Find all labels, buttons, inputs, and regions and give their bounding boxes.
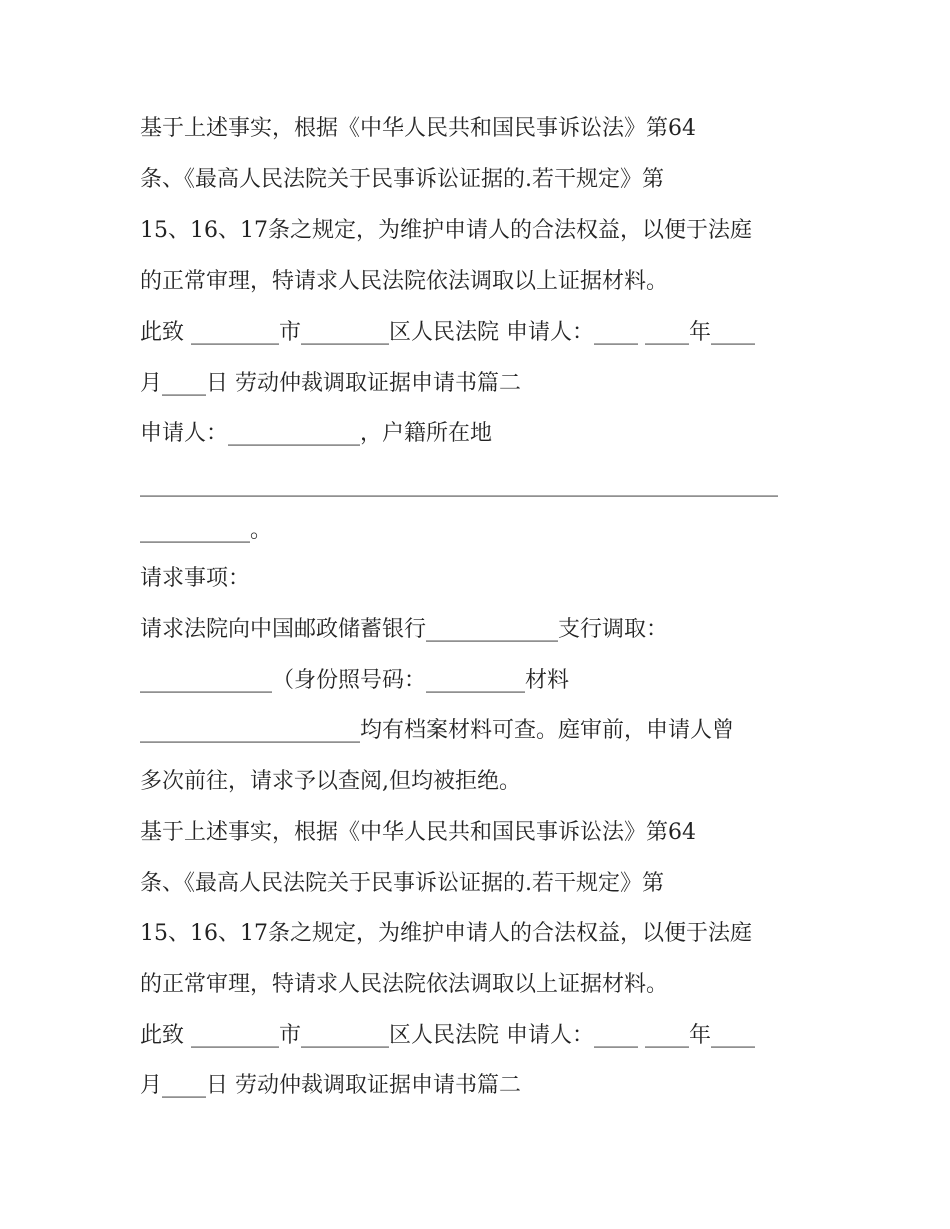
text-line: 基于上述事实，根据《中华人民共和国民事诉讼法》第64 (140, 116, 696, 141)
text-line: ____________________均有档案材料可查。庭审前，申请人曾 (140, 718, 735, 743)
text-line: 的正常审理，特请求人民法院依法调取以上证据材料。 (140, 972, 669, 997)
text-line: 此致 ________市________区人民法院 申请人：____ ____年____ (140, 320, 755, 345)
text-line: 多次前往，请求予以查阅,但均被拒绝。 (140, 769, 521, 794)
text-line: __________。 (140, 518, 273, 543)
text-line: 此致 ________市________区人民法院 申请人：____ ____年____ (140, 1023, 755, 1048)
text-line: 的正常审理，特请求人民法院依法调取以上证据材料。 (140, 269, 669, 294)
text-line: 申请人：____________，户籍所在地 (140, 421, 493, 446)
text-line: 15、16、17条之规定，为维护申请人的合法权益，以便于法庭 (140, 218, 752, 243)
text-line: __________________________________________________________ (140, 472, 778, 497)
text-line: 请求法院向中国邮政储蓄银行____________支行调取： (140, 617, 669, 642)
text-line: 月____日 劳动仲裁调取证据申请书篇二 (140, 371, 521, 396)
text-line: 基于上述事实，根据《中华人民共和国民事诉讼法》第64 (140, 820, 696, 845)
text-line: 条、《最高人民法院关于民事诉讼证据的.若干规定》第 (140, 167, 664, 192)
text-line: 月____日 劳动仲裁调取证据申请书篇二 (140, 1073, 521, 1098)
text-line: ____________（身份照号码：_________材料 (140, 668, 570, 693)
text-line: 15、16、17条之规定，为维护申请人的合法权益，以便于法庭 (140, 921, 752, 946)
text-line: 条、《最高人民法院关于民事诉讼证据的.若干规定》第 (140, 871, 664, 896)
text-line: 请求事项： (140, 566, 251, 591)
